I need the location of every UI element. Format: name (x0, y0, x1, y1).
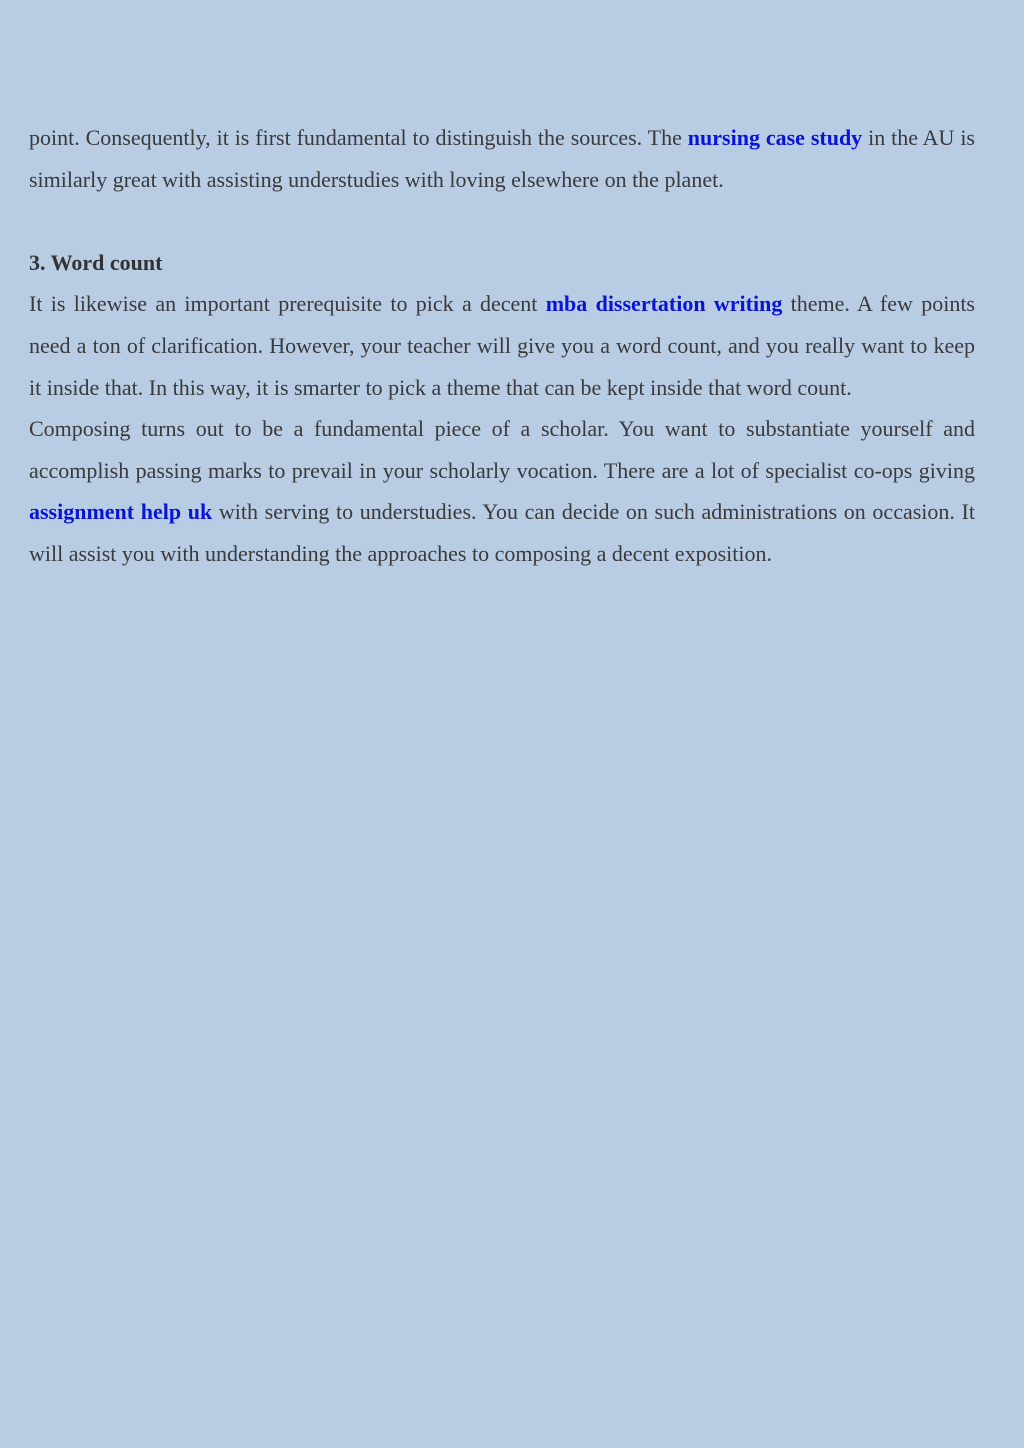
word-count-text-end: theme. A few points need a ton of clarification. However, your teacher will give you a word count, and you really want to keep it inside that. In this way, it is smarter to pick a theme that can be kept inside that word count. (29, 291, 975, 400)
intro-text-end: in the AU is similarly great with assisting understudies with loving elsewhere on the planet. (29, 125, 975, 192)
intro-paragraph (29, 117, 975, 200)
word-count-text-start: It is likewise an important prerequisite to pick a decent (29, 291, 546, 317)
assignment-help-uk-link[interactable]: assignment help uk (29, 499, 213, 525)
intro-text-start: point. Consequently, it is first fundamental to distinguish the sources. The (29, 125, 688, 150)
mba-dissertation-writing-link[interactable]: mba dissertation writing (545, 291, 783, 317)
paragraph-spacer (29, 200, 975, 242)
nursing-case-study-link[interactable]: nursing case study (687, 125, 863, 150)
composing-text-end: with serving to understudies. You can decide on such administrations on occasion. It will assist you with understanding the approaches to composing a decent exposition. (29, 499, 975, 566)
word-count-paragraph (29, 283, 975, 408)
composing-paragraph (29, 408, 975, 574)
section-heading-word-count: 3. Word count (29, 249, 163, 275)
composing-text-start: Composing turns out to be a fundamental piece of a scholar. You want to substantiate yourself and accomplish passing marks to prevail in your scholarly vocation. There are a lot of specialist co-ops giving (29, 416, 975, 483)
